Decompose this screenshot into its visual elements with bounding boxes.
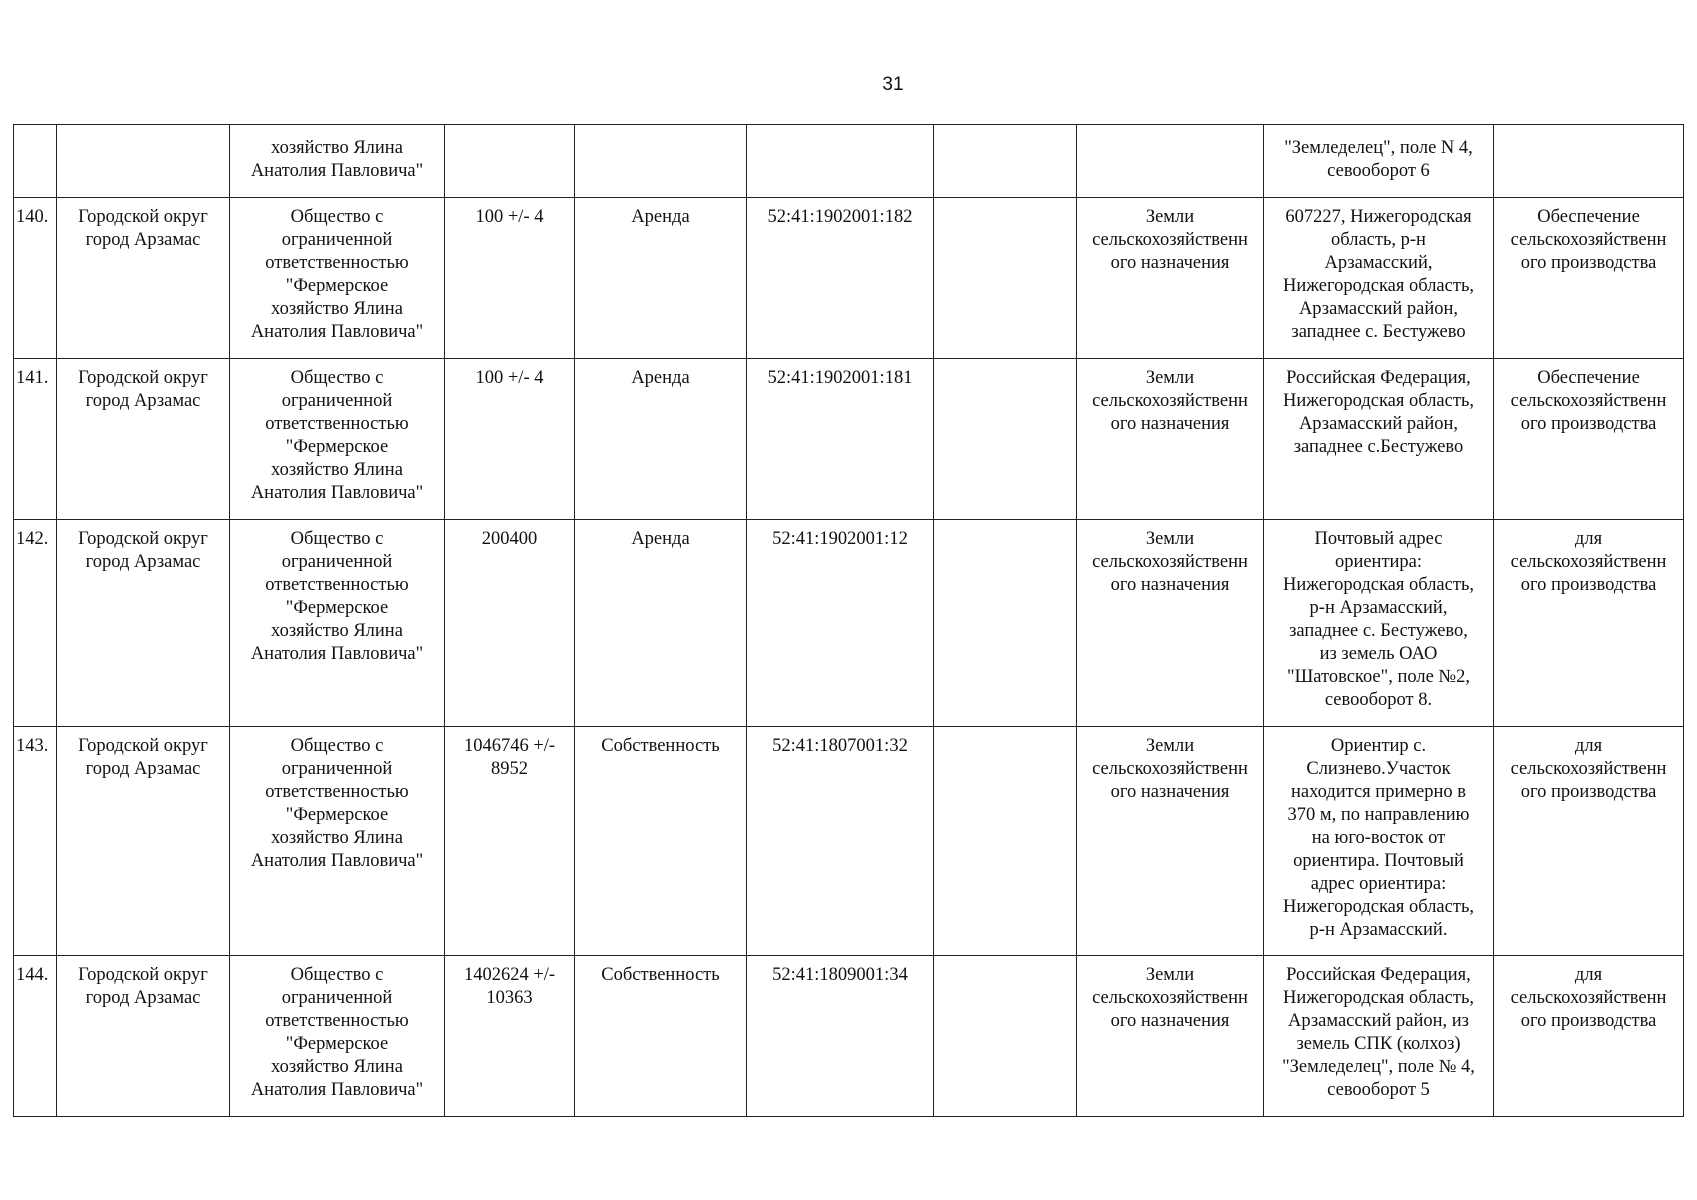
right-type-cell: Собственность (575, 727, 747, 956)
area-cell: 1402624 +/- 10363 (445, 956, 575, 1117)
usage-cell: для сельскохозяйственн ого производства (1494, 727, 1684, 956)
table-row (14, 198, 1684, 359)
address-cell: Российская Федерация, Нижегородская область, Арзамасский район, западнее с.Бестужево (1264, 359, 1494, 520)
land-category-cell: Земли сельскохозяйственн ого назначения (1077, 520, 1264, 727)
right-type-cell: Аренда (575, 198, 747, 359)
land-category-cell (1077, 125, 1264, 198)
address-cell: Российская Федерация, Нижегородская область, Арзамасский район, из земель СПК (колхоз) "Земледелец", поле № 4, севооборот 5 (1264, 956, 1494, 1117)
table-row (14, 359, 1684, 520)
usage-cell: Обеспечение сельскохозяйственн ого производства (1494, 198, 1684, 359)
empty-cell (934, 956, 1077, 1117)
empty-cell (934, 359, 1077, 520)
usage-cell: Обеспечение сельскохозяйственн ого производства (1494, 359, 1684, 520)
address-cell: 607227, Нижегородская область, р-н Арзамасский, Нижегородская область, Арзамасский район, западнее с. Бестужево (1264, 198, 1494, 359)
row-number-cell: 140. (14, 198, 57, 359)
cadastral-number-cell (747, 125, 934, 198)
right-type-cell (575, 125, 747, 198)
usage-cell: для сельскохозяйственн ого производства (1494, 956, 1684, 1117)
area-cell: 200400 (445, 520, 575, 727)
row-number-cell (14, 125, 57, 198)
row-number-cell: 144. (14, 956, 57, 1117)
land-registry-table (13, 124, 1684, 1117)
right-type-cell: Аренда (575, 359, 747, 520)
holder-cell: Общество с ограниченной ответственностью "Фермерское хозяйство Ялина Анатолия Павловича" (230, 198, 445, 359)
right-type-cell: Аренда (575, 520, 747, 727)
address-cell: Ориентир с. Слизнево.Участок находится примерно в 370 м, по направлению на юго-восток от ориентира. Почтовый адрес ориентира: Нижегородская область, р-н Арзамасский. (1264, 727, 1494, 956)
usage-cell (1494, 125, 1684, 198)
usage-cell: для сельскохозяйственн ого производства (1494, 520, 1684, 727)
holder-cell: Общество с ограниченной ответственностью "Фермерское хозяйство Ялина Анатолия Павловича" (230, 727, 445, 956)
empty-cell (934, 198, 1077, 359)
area-cell: 100 +/- 4 (445, 198, 575, 359)
table-row (14, 520, 1684, 727)
cadastral-number-cell: 52:41:1809001:34 (747, 956, 934, 1117)
area-cell: 1046746 +/- 8952 (445, 727, 575, 956)
row-number-cell: 141. (14, 359, 57, 520)
land-category-cell: Земли сельскохозяйственн ого назначения (1077, 727, 1264, 956)
municipality-cell (57, 125, 230, 198)
municipality-cell: Городской округ город Арзамас (57, 956, 230, 1117)
area-cell (445, 125, 575, 198)
cadastral-number-cell: 52:41:1902001:181 (747, 359, 934, 520)
municipality-cell: Городской округ город Арзамас (57, 727, 230, 956)
address-cell: Почтовый адрес ориентира: Нижегородская область, р-н Арзамасский, западнее с. Бестужево, из земель ОАО "Шатовское", поле №2, севооборот 8. (1264, 520, 1494, 727)
holder-cell: хозяйство Ялина Анатолия Павловича" (230, 125, 445, 198)
land-category-cell: Земли сельскохозяйственн ого назначения (1077, 359, 1264, 520)
empty-cell (934, 727, 1077, 956)
empty-cell (934, 125, 1077, 198)
municipality-cell: Городской округ город Арзамас (57, 198, 230, 359)
right-type-cell: Собственность (575, 956, 747, 1117)
table-row (14, 727, 1684, 956)
municipality-cell: Городской округ город Арзамас (57, 359, 230, 520)
holder-cell: Общество с ограниченной ответственностью "Фермерское хозяйство Ялина Анатолия Павловича" (230, 520, 445, 727)
holder-cell: Общество с ограниченной ответственностью "Фермерское хозяйство Ялина Анатолия Павловича" (230, 956, 445, 1117)
holder-cell: Общество с ограниченной ответственностью "Фермерское хозяйство Ялина Анатолия Павловича" (230, 359, 445, 520)
cadastral-number-cell: 52:41:1807001:32 (747, 727, 934, 956)
municipality-cell: Городской округ город Арзамас (57, 520, 230, 727)
cadastral-number-cell: 52:41:1902001:12 (747, 520, 934, 727)
page-number: 31 (882, 74, 904, 95)
row-number-cell: 143. (14, 727, 57, 956)
empty-cell (934, 520, 1077, 727)
table-row (14, 956, 1684, 1117)
row-number-cell: 142. (14, 520, 57, 727)
land-category-cell: Земли сельскохозяйственн ого назначения (1077, 956, 1264, 1117)
cadastral-number-cell: 52:41:1902001:182 (747, 198, 934, 359)
area-cell: 100 +/- 4 (445, 359, 575, 520)
land-category-cell: Земли сельскохозяйственн ого назначения (1077, 198, 1264, 359)
address-cell: "Земледелец", поле N 4, севооборот 6 (1264, 125, 1494, 198)
table-row (14, 125, 1684, 198)
